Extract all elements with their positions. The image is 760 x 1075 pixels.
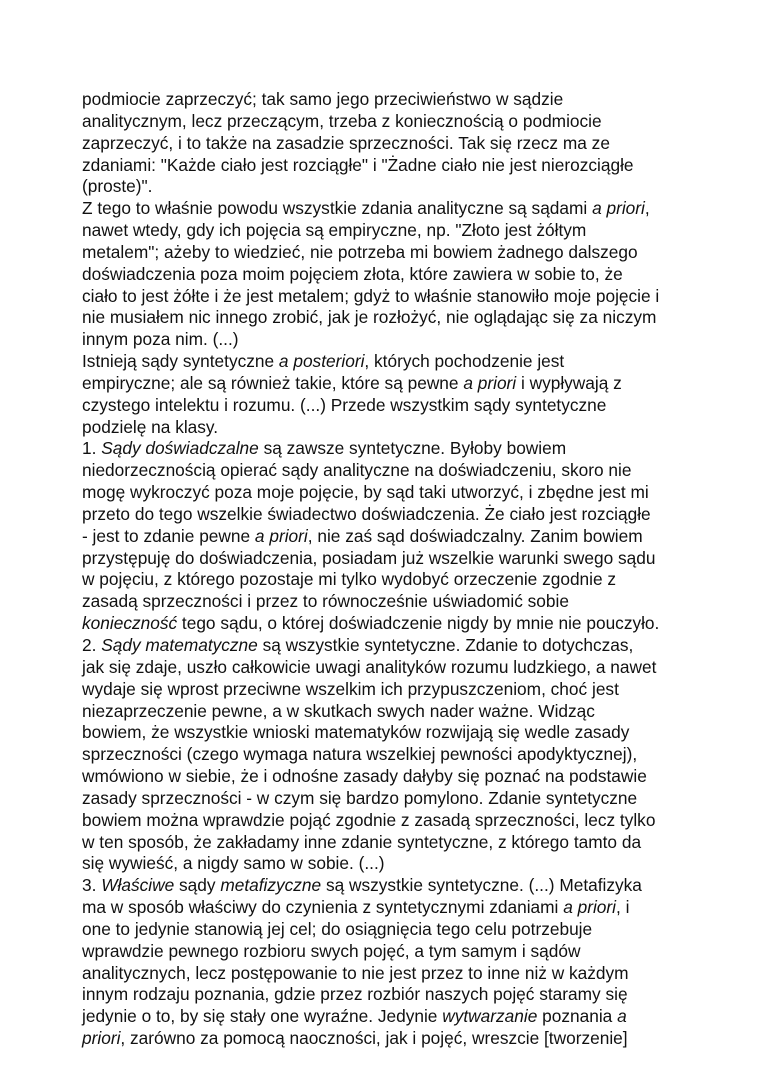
line-text: 1. (82, 438, 102, 459)
line-text: ciało to jest żółte i że jest metalem; gdyż to właśnie stanowiło moje pojęcie i (82, 285, 660, 306)
text-line (82, 852, 385, 874)
text-line (82, 459, 631, 481)
text-line (82, 525, 643, 547)
emphasized-text: a priori (592, 198, 645, 219)
text-line (82, 350, 564, 372)
emphasized-text: metafizyczne (220, 875, 322, 896)
text-line (82, 88, 563, 110)
text-line (82, 416, 218, 438)
line-text: mogę wykroczyć poza moje pojęcie, by sąd taki utworzyć, i zbędne jest mi (82, 482, 649, 503)
line-text: są wszystkie syntetyczne. (...) Metafizyka (321, 875, 642, 896)
line-text: , i (616, 897, 630, 918)
text-line (82, 328, 239, 350)
text-line (82, 154, 634, 176)
line-text: wydaje się wprost przeciwne wszelkim ich przypuszczeniom, choć jest (82, 678, 619, 699)
line-text: tego sądu, o której doświadczenie nigdy by mnie nie pouczyło. (177, 613, 660, 634)
text-line (82, 568, 616, 590)
text-line (82, 372, 622, 394)
line-text: niezaprzeczenie pewne, a w skutkach swych nader ważne. Widząc (82, 700, 595, 721)
line-text: zaprzeczyć, i to także na zasadzie sprzeczności. Tak się rzecz ma ze (82, 132, 610, 153)
line-text: jedynie o to, by się stały one wyraźne. Jedynie (82, 1006, 443, 1027)
line-text: podmiocie zaprzeczyć; tak samo jego przeciwieństwo w sądzie (82, 89, 564, 109)
line-text: empiryczne; ale są również takie, które są pewne (82, 372, 464, 393)
text-line (82, 175, 152, 197)
line-text: się wywieść, a nigdy samo w sobie. (...) (82, 853, 385, 874)
text-line (82, 765, 647, 787)
text-line (82, 809, 655, 831)
line-text: są zawsze syntetyczne. Byłoby bowiem (258, 438, 567, 459)
text-line (82, 962, 629, 984)
line-text: przystępuję do doświadczenia, posiadam już wszelkie warunki swego sądu (82, 547, 656, 568)
text-line (82, 1005, 627, 1027)
text-line (82, 1027, 628, 1049)
text-line (82, 503, 651, 525)
line-text: zdaniami: "Każde ciało jest rozciągłe" i "Żadne ciało nie jest nierozciągłe (82, 154, 634, 175)
line-text: zasadą sprzeczności i przez to równocześnie uświadomić sobie (82, 591, 569, 612)
text-line (82, 743, 637, 765)
text-line (82, 132, 610, 154)
emphasized-text: konieczność (82, 613, 178, 634)
line-text: analitycznym, lecz przeczącym, trzeba z koniecznością o podmiocie (82, 110, 602, 131)
line-text: innym poza nim. (...) (82, 329, 239, 350)
line-text: wprawdzie pewnego rozbioru swych pojęć, a tym samym i sądów (82, 940, 581, 961)
line-text: czystego intelektu i rozumu. (...) Przede wszystkim sądy syntetyczne (82, 394, 607, 415)
line-text: nawet wtedy, gdy ich pojęcia są empiryczne, np. "Złoto jest żółtym (82, 220, 587, 241)
line-text: 3. (82, 875, 102, 896)
emphasized-text: a priori (254, 525, 308, 546)
emphasized-text: wytwarzanie (442, 1006, 538, 1027)
text-line (82, 678, 619, 700)
line-text: 2. (82, 635, 102, 655)
text-line (82, 634, 633, 656)
text-line (82, 831, 641, 853)
line-text: podzielę na klasy. (82, 416, 219, 437)
line-text: , zarówno za pomocą naoczności, jak i pojęć, wreszcie [tworzenie] (120, 1028, 628, 1049)
text-line (82, 306, 656, 328)
line-text: są wszystkie syntetyczne. Zdanie to dotychczas, (257, 635, 634, 655)
line-text: Istnieją sądy syntetyczne (82, 351, 279, 372)
line-text: niedorzecznością opierać sądy analityczne na doświadczeniu, skoro nie (82, 460, 632, 481)
text-line (82, 721, 629, 743)
text-line (82, 700, 595, 722)
text-line (82, 874, 642, 896)
line-text: sądy (174, 875, 221, 896)
line-text: i wypływają z (516, 372, 622, 393)
emphasized-text: Sądy matematyczne (101, 635, 258, 655)
text-line (82, 219, 586, 241)
line-text: (proste)". (82, 176, 153, 197)
emphasized-text: a (617, 1006, 627, 1027)
line-text: zasady sprzeczności - w czym się bardzo pomylono. Zdanie syntetyczne (82, 787, 638, 808)
text-line (82, 590, 569, 612)
line-text: innym rodzaju poznania, gdzie przez rozbiór naszych pojęć staramy się (82, 984, 628, 1005)
line-text: nie musiałem nic innego zrobić, jak je rozłożyć, nie oglądając się za niczym (82, 307, 657, 328)
text-line (82, 110, 602, 132)
line-text: - jest to zdanie pewne (82, 525, 255, 546)
line-text: Z tego to właśnie powodu wszystkie zdania analityczne są sądami (82, 198, 593, 219)
text-line (82, 787, 637, 809)
text-line (82, 394, 606, 416)
line-text: metalem"; ażeby to wiedzieć, nie potrzeba mi bowiem żadnego dalszego (82, 241, 638, 262)
text-line (82, 197, 650, 219)
emphasized-text: a posteriori (278, 351, 365, 372)
line-text: poznania (537, 1006, 618, 1027)
text-line (82, 896, 629, 918)
emphasized-text: Sądy doświadczalne (101, 438, 259, 459)
text-line (82, 437, 566, 459)
emphasized-text: Właściwe (101, 875, 175, 896)
text-line (82, 241, 638, 263)
line-text: bowiem można wprawdzie pojąć zgodnie z zasadą sprzeczności, lecz tylko (82, 809, 656, 830)
emphasized-text: priori (82, 1028, 121, 1049)
line-text: wmówiono w siebie, że i odnośne zasady dałyby się poznać na podstawie (82, 766, 647, 787)
emphasized-text: a priori (563, 897, 617, 918)
text-line (82, 285, 659, 307)
emphasized-text: a priori (463, 372, 517, 393)
line-text: , których pochodzenie jest (364, 351, 565, 372)
line-text: ma w sposób właściwy do czynienia z syntetycznymi zdaniami (82, 897, 564, 918)
line-text: , nie zaś sąd doświadczalny. Zanim bowiem (307, 525, 643, 546)
text-line (82, 547, 655, 569)
text-line (82, 918, 592, 940)
text-line (82, 612, 659, 634)
line-text: analitycznych, lecz postępowanie to nie jest przez to inne niż w każdym (82, 962, 629, 983)
line-text: w ten sposób, że zakładamy inne zdanie syntetyczne, z którego tamto da (82, 831, 642, 852)
line-text: one to jedynie stanowią jej cel; do osiągnięcia tego celu potrzebuje (82, 918, 593, 939)
line-text: w pojęciu, z którego pozostaje mi tylko wydobyć orzeczenie zgodnie z (82, 569, 617, 590)
text-line (82, 940, 580, 962)
line-text: przeto do tego wszelkie świadectwo doświadczenia. Że ciało jest rozciągłe (82, 503, 651, 524)
line-text: doświadczenia poza moim pojęciem złota, które zawiera w sobie to, że (82, 263, 623, 284)
line-text: bowiem, że wszystkie wnioski matematyków rozwijają się wedle zasady (82, 722, 630, 743)
text-line (82, 983, 628, 1005)
line-text: jak się zdaje, uszło całkowicie uwagi analityków rozumu ludzkiego, a nawet (82, 656, 657, 677)
line-text: , (644, 198, 650, 219)
text-line (82, 656, 656, 678)
text-line (82, 263, 623, 285)
text-line (82, 481, 649, 503)
line-text: sprzeczności (czego wymaga natura wszelkiej pewności apodyktycznej), (82, 744, 638, 765)
